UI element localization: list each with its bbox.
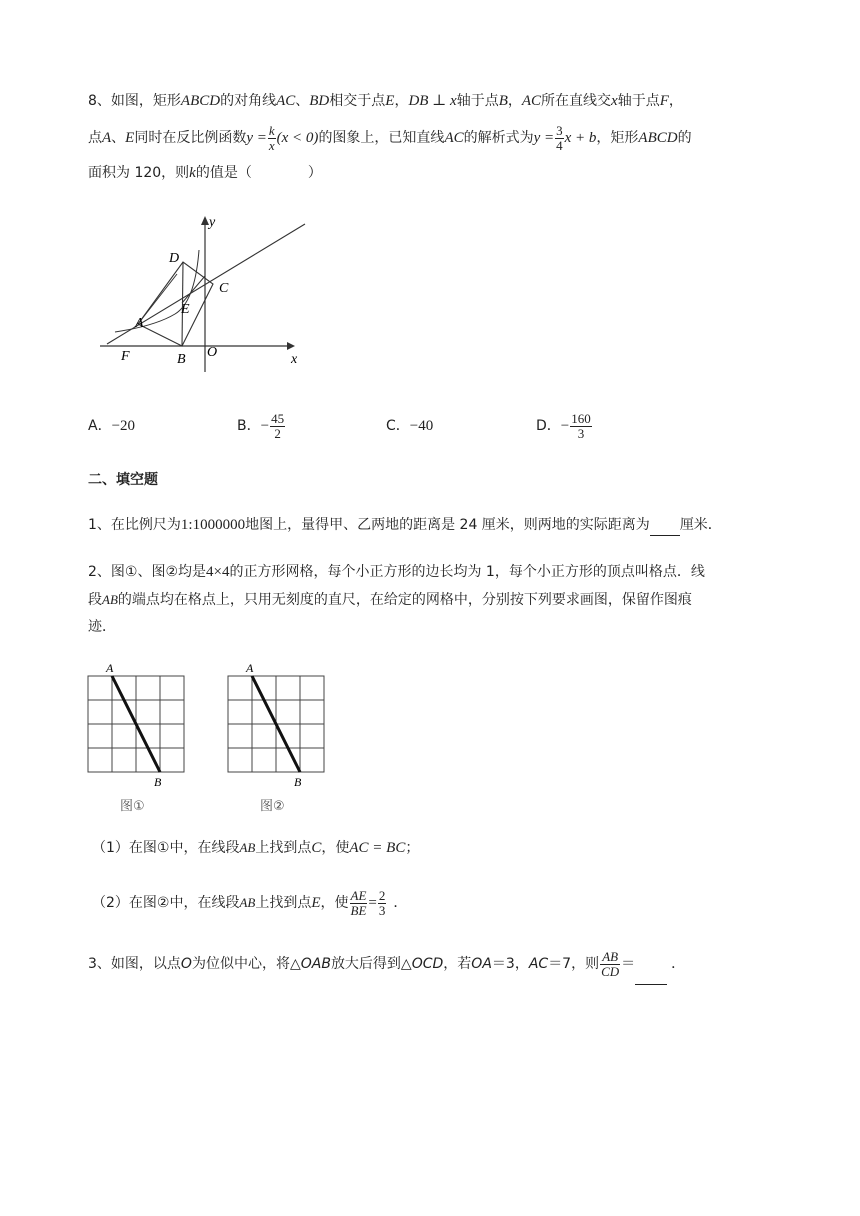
f2-line-1: 2、图①、图②均是4×4的正方形网格，每个小正方形的边长均为 1，每个小正方形的顶点叫格点．线: [88, 564, 705, 580]
math: x: [611, 93, 618, 109]
math: BD: [309, 93, 330, 109]
math: (x < 0): [276, 130, 319, 146]
text: 、: [111, 130, 126, 146]
label-e: E: [181, 302, 190, 317]
answer-blank-1[interactable]: [650, 515, 680, 536]
grid-figure-1: [80, 660, 192, 820]
label-f: F: [121, 349, 130, 364]
text: ，: [668, 93, 683, 109]
q8-line-1: [88, 91, 683, 111]
text: ，矩形: [596, 130, 639, 146]
text: 面积为 120，则: [88, 165, 190, 181]
text: 同时在反比例函数: [134, 130, 247, 146]
fraction-3-over-4: $\frac{3}{4}$: [556, 122, 563, 153]
label-a: A: [135, 316, 144, 331]
f1-line: 1、在比例尺为1:1000000地图上，量得甲、乙两地的距离是 24 厘米，则两地的实际距离为 厘米．: [88, 515, 722, 536]
rectangle-abcd: [138, 262, 213, 346]
q8-figure: [95, 210, 315, 385]
label-c: C: [219, 281, 229, 296]
fraction-k-over-x: $\frac{k}{x}$: [268, 122, 275, 153]
text: ，: [394, 93, 409, 109]
text: 、: [295, 93, 310, 109]
math: AC: [444, 130, 464, 146]
y-axis-arrow: [201, 216, 209, 225]
text: ）: [307, 165, 322, 181]
f3-line: 3、如图，以点O为位似中心，将△OAB放大后得到△OCD，若OA＝3，AC＝7，则 $\frac{AB}{CD}$ ＝ ．: [88, 944, 685, 985]
math: F: [659, 93, 669, 109]
math: DB ⊥ x: [408, 93, 457, 109]
math: E: [125, 130, 135, 146]
text: ，: [507, 93, 522, 109]
text: 轴于点: [617, 93, 660, 109]
label-b: B: [177, 352, 186, 367]
f2-line-3: 迹．: [88, 619, 116, 635]
text: 的图象上，已知直线: [318, 130, 445, 146]
option-d[interactable]: D．− $\frac{160}{3}$: [536, 410, 591, 441]
math: ABCD: [180, 93, 221, 109]
label-a: A: [106, 661, 114, 675]
math: x + b: [564, 130, 597, 146]
math: E: [385, 93, 395, 109]
caption-fig-2: 图②: [260, 799, 285, 814]
grid-figure-2: [220, 660, 332, 820]
caption-fig-1: 图①: [120, 799, 145, 814]
answer-blank-3[interactable]: [635, 944, 667, 985]
text: 点: [88, 130, 102, 146]
label-d: D: [169, 251, 180, 266]
f2-sub-1: （1）在图①中，在线段AB上找到点C，使AC = BC；: [92, 840, 420, 856]
label-a: A: [246, 661, 254, 675]
math: y =: [246, 130, 267, 146]
q8-line-2: [88, 120, 692, 156]
section-title: 二、填空题: [88, 472, 158, 488]
label-x: x: [291, 352, 298, 367]
math: ABCD: [638, 130, 678, 146]
q8-line-3: [88, 163, 322, 183]
label-b: B: [294, 775, 302, 789]
label-y: y: [209, 215, 216, 230]
text: 8、如图，矩形: [88, 93, 181, 109]
text: 轴于点: [456, 93, 499, 109]
text: 所在直线交: [541, 93, 612, 109]
text: 的对角线: [220, 93, 277, 109]
text: 相交于点: [329, 93, 386, 109]
f2-line-2: 段AB的端点均在格点上，只用无刻度的直尺，在给定的网格中，分别按下列要求画图，保留作图痕: [88, 592, 692, 608]
option-a[interactable]: A．−20: [88, 418, 136, 434]
label-b: B: [154, 775, 162, 789]
math: AC: [521, 93, 542, 109]
option-b[interactable]: B．− $\frac{45}{2}$: [237, 410, 285, 441]
math: 1:1000000: [180, 517, 246, 533]
f2-sub-2: （2）在图②中，在线段AB上找到点E，使 $\frac{AE}{BE}$ = $\frac{2}{3}$ ．: [92, 887, 408, 918]
math: B: [498, 93, 508, 109]
text: 的解析式为: [463, 130, 534, 146]
segment-e-c: [182, 276, 205, 303]
label-o: O: [207, 345, 218, 360]
option-c[interactable]: C．−40: [386, 418, 434, 434]
text: 的: [677, 130, 692, 146]
math: k: [189, 165, 196, 181]
math: A: [102, 130, 112, 146]
math: y =: [533, 130, 555, 146]
text: 的值是（: [195, 165, 252, 181]
x-axis-arrow: [287, 342, 295, 350]
hyperbola: [115, 250, 199, 332]
math: AC: [276, 93, 296, 109]
